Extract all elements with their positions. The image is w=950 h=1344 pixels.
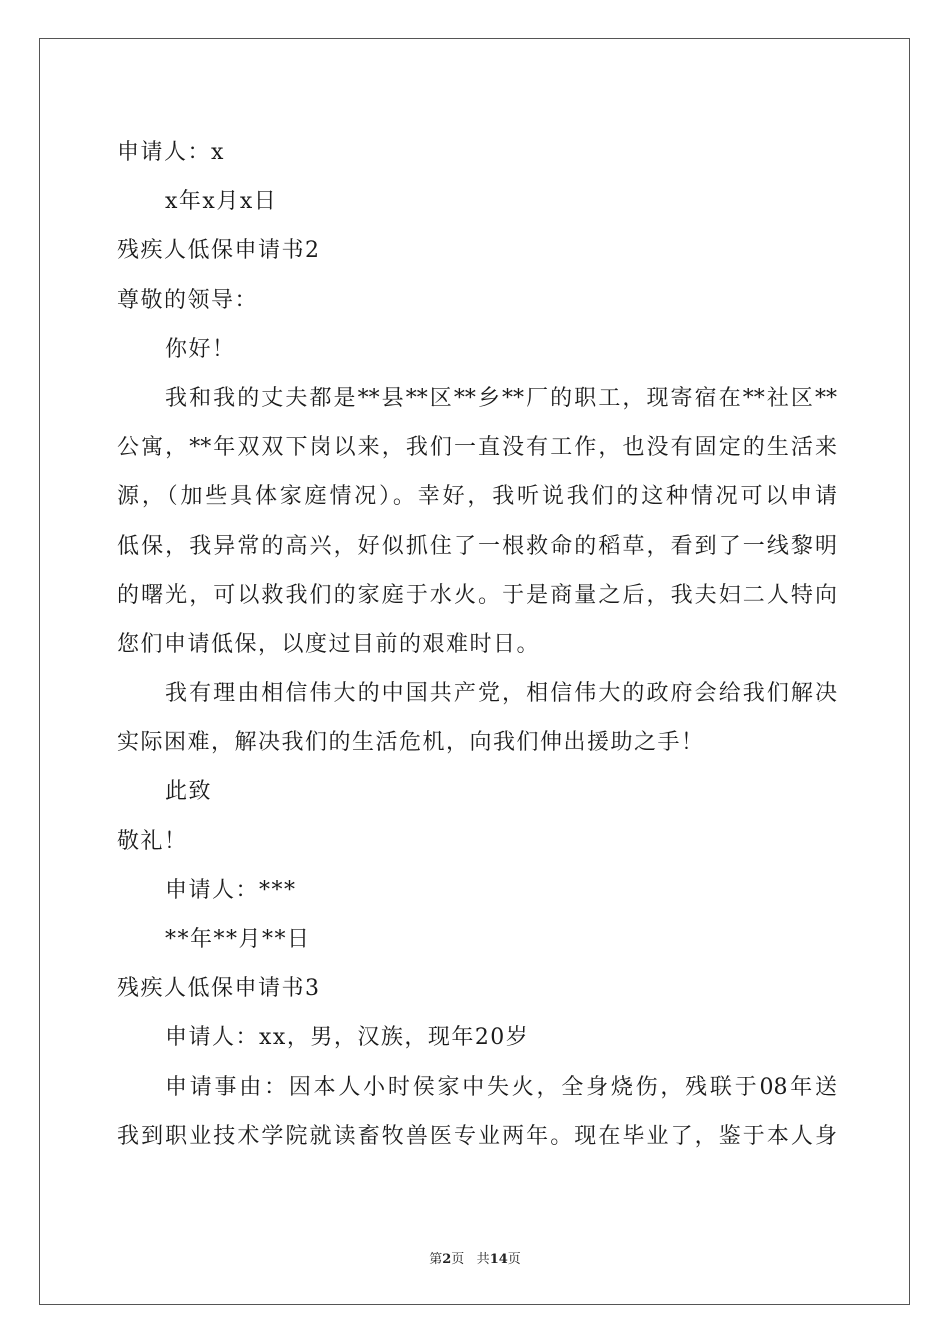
text-line: 源，（加些具体家庭情况）。幸好，我听说我们的这种情况可以申请 [117, 484, 837, 510]
text-line: 你好！ [165, 336, 236, 362]
total-pages: 14 [489, 1252, 508, 1267]
text-line: 敬礼！ [117, 828, 188, 854]
text-line: x年x月x日 [165, 189, 278, 215]
text-line: 低保，我异常的高兴，好似抓住了一根救命的稻草，看到了一线黎明 [117, 533, 837, 559]
text-line: 公寓，**年双双下岗以来，我们一直没有工作，也没有固定的生活来 [117, 435, 837, 461]
text-line: 尊敬的领导： [117, 287, 259, 313]
text-line: 您们申请低保，以度过目前的艰难时日。 [117, 631, 541, 657]
page-suffix: 页 [451, 1252, 465, 1267]
text-line: 申请事由：因本人小时侯家中失火，全身烧伤，残联于08年送 [165, 1074, 837, 1100]
page-number: 2 [442, 1252, 452, 1267]
text-line: 我和我的丈夫都是**县**区**乡**厂的职工，现寄宿在**社区** [165, 385, 837, 411]
total-prefix: 共 [476, 1252, 490, 1267]
text-line: 残疾人低保申请书3 [117, 976, 321, 1002]
text-line: 我到职业技术学院就读畜牧兽医专业两年。现在毕业了，鉴于本人身 [117, 1123, 837, 1149]
text-line: 我有理由相信伟大的中国共产党，相信伟大的政府会给我们解决 [165, 681, 837, 707]
total-suffix: 页 [507, 1252, 521, 1267]
text-line: 申请人：x [117, 140, 225, 165]
text-line: 实际困难，解决我们的生活危机，向我们伸出援助之手！ [117, 730, 705, 756]
document-body [117, 128, 837, 1161]
text-line: 此致 [165, 779, 213, 805]
text-line: 申请人：xx，男，汉族，现年20岁 [165, 1025, 530, 1051]
page-prefix: 第 [429, 1252, 443, 1267]
text-line: 残疾人低保申请书2 [117, 238, 321, 264]
page-footer [0, 1248, 950, 1267]
text-line: 的曙光，可以救我们的家庭于水火。于是商量之后，我夫妇二人特向 [117, 582, 837, 608]
text-line: 申请人：*** [165, 877, 297, 903]
text-line: **年**月**日 [165, 927, 311, 952]
